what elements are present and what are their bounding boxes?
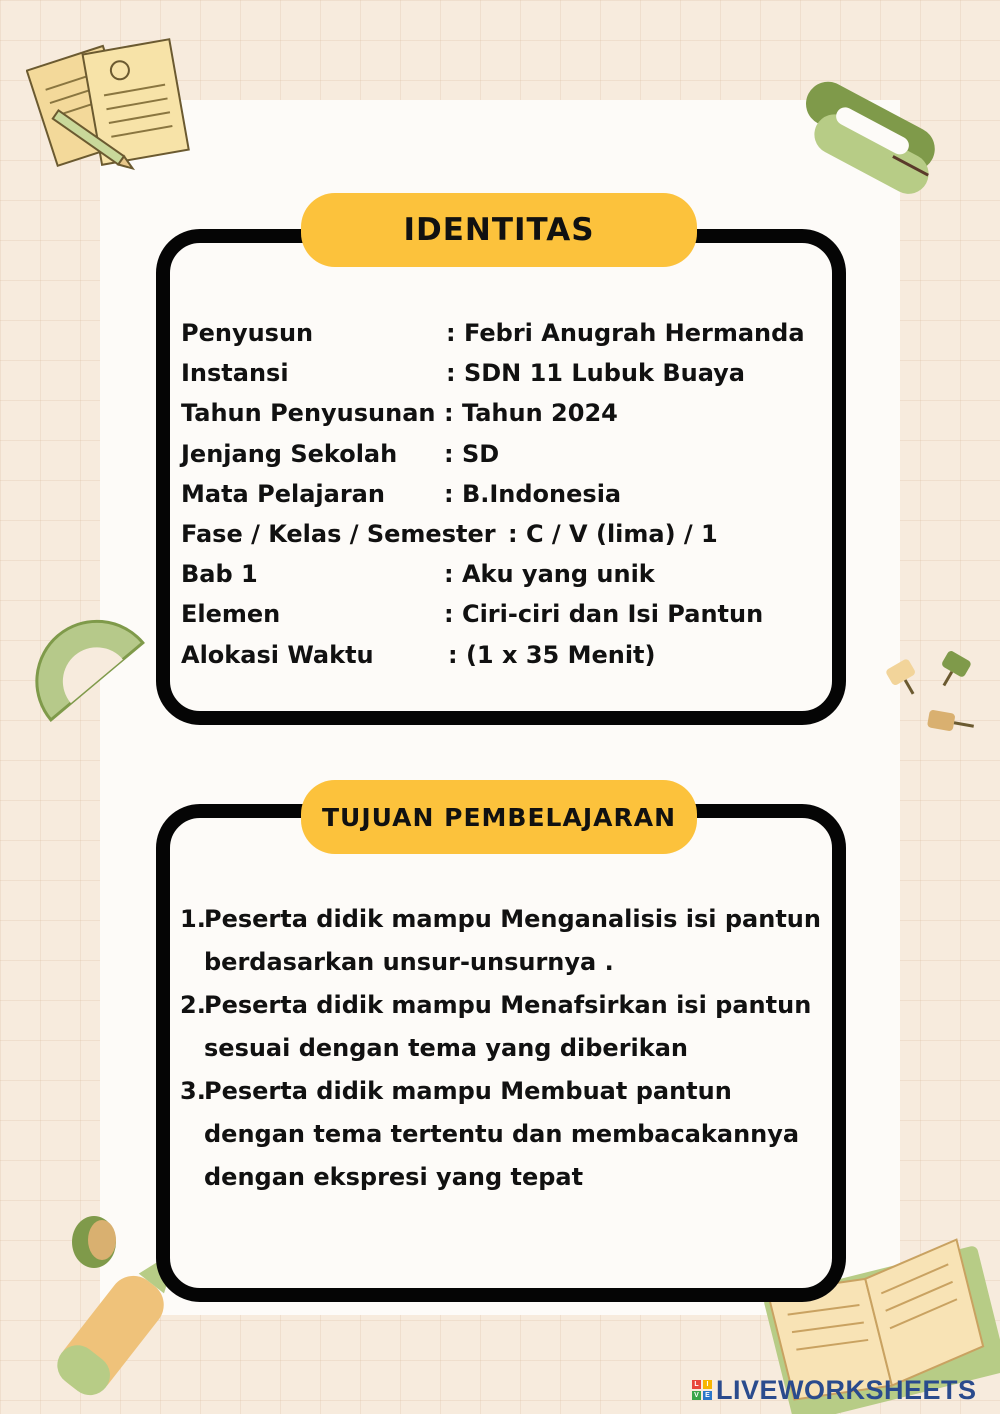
logo-grid-icon xyxy=(692,1380,712,1400)
row-value: : B.Indonesia xyxy=(444,479,622,508)
logo-letter: V xyxy=(692,1391,701,1400)
row-label: Bab 1 xyxy=(181,560,258,589)
brand-name: LIVEWORKSHEETS xyxy=(716,1374,977,1405)
list-number: 3. xyxy=(180,1077,206,1105)
row-value: : Ciri-ciri dan Isi Pantun xyxy=(444,600,764,629)
logo-letter: I xyxy=(703,1380,712,1389)
row-value: : C / V (lima) / 1 xyxy=(508,519,718,548)
list-text: Peserta didik mampu Membuat pantun dengan tema tertentu dan membacakannya dengan ekspresi yang tepat xyxy=(204,1077,800,1191)
row-label: Mata Pelajaran xyxy=(181,479,385,508)
list-number: 1. xyxy=(180,905,206,933)
papers-icon xyxy=(26,34,206,174)
list-item xyxy=(180,1070,840,1199)
row-label: Tahun Penyusunan xyxy=(181,399,436,428)
row-label: Penyusun xyxy=(181,319,314,347)
row-label: Elemen xyxy=(181,600,281,629)
row-label: Instansi xyxy=(181,359,289,388)
logo-letter: L xyxy=(692,1380,701,1389)
liveworksheets-logo[interactable] xyxy=(692,1374,977,1406)
row-value: : Febri Anugrah Hermanda xyxy=(446,319,805,347)
pushpins-icon xyxy=(884,646,984,746)
list-item xyxy=(180,984,840,1070)
list-text: Peserta didik mampu Menafsirkan isi pantun sesuai dengan tema yang diberikan xyxy=(204,991,812,1062)
tujuan-title: TUJUAN PEMBELAJARAN xyxy=(301,780,697,854)
identitas-title: IDENTITAS xyxy=(301,193,697,267)
list-number: 2. xyxy=(180,991,206,1019)
row-value: : Tahun 2024 xyxy=(444,399,618,428)
logo-letter: E xyxy=(703,1391,712,1400)
tujuan-list xyxy=(180,898,840,1199)
protractor-icon xyxy=(14,596,154,736)
row-label: Fase / Kelas / Semester xyxy=(181,519,496,548)
row-value: : SD xyxy=(444,439,500,468)
row-value: : SDN 11 Lubuk Buaya xyxy=(446,359,745,388)
stapler-icon xyxy=(785,80,945,210)
row-label: Jenjang Sekolah xyxy=(181,439,398,468)
row-value: : (1 x 35 Menit) xyxy=(448,640,656,669)
list-text: Peserta didik mampu Menganalisis isi pantun berdasarkan unsur-unsurnya . xyxy=(204,905,821,976)
row-label: Alokasi Waktu xyxy=(181,640,374,669)
row-value: : Aku yang unik xyxy=(444,560,655,589)
list-item xyxy=(180,898,840,984)
